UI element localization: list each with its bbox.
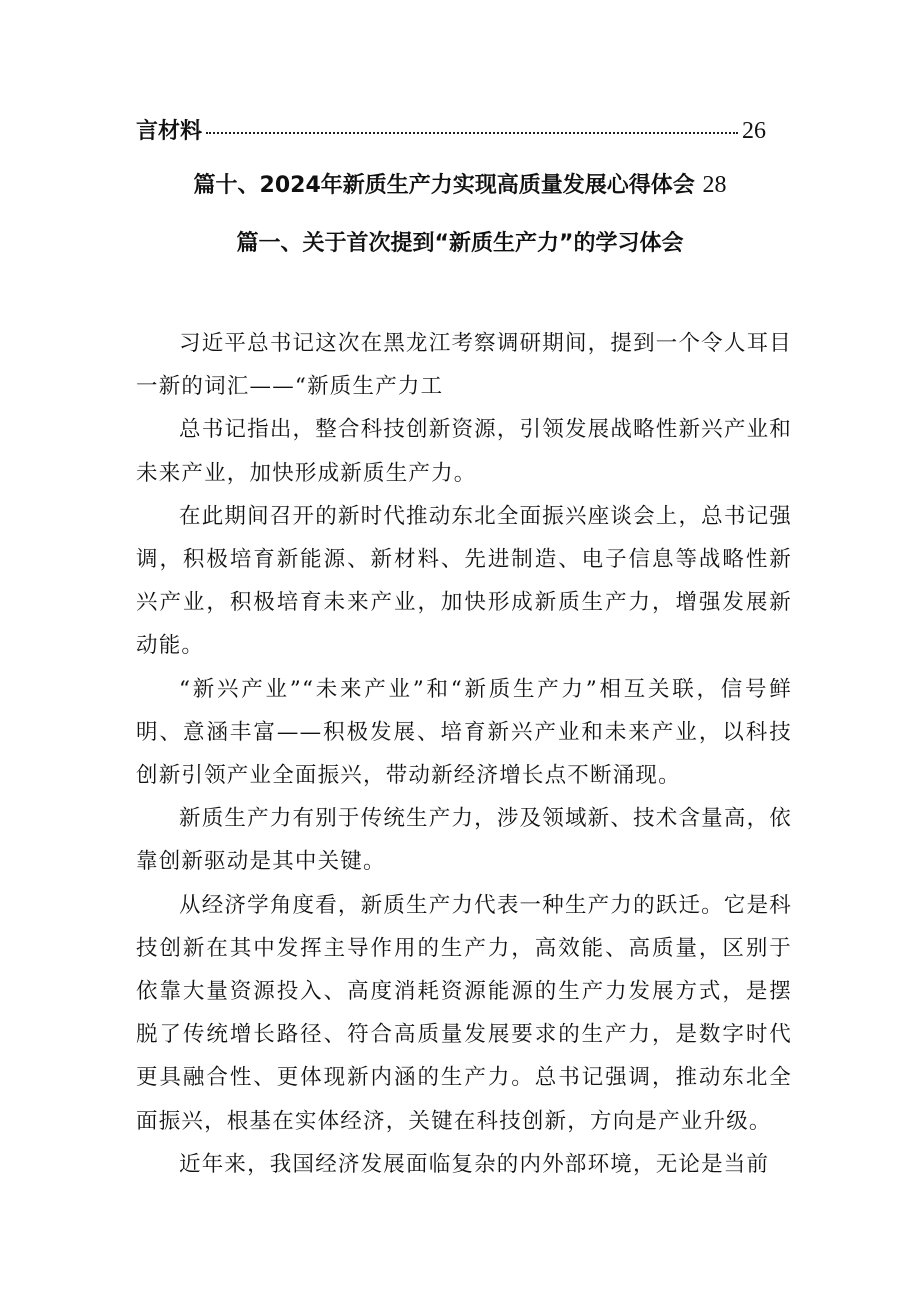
paragraph: 近年来，我国经济发展面临复杂的内外部环境，无论是当前	[179, 1151, 770, 1177]
toc-page-number: 28	[702, 172, 727, 198]
section-title: 篇一、关于首次提到“新质生产力”的学习体会	[236, 231, 684, 256]
toc-page-number: 26	[742, 118, 766, 144]
toc-leader-dots	[206, 132, 738, 134]
paragraph: 在此期间召开的新时代推动东北全面振兴座谈会上，总书记强调，积极培育新能源、新材料、先进制造、电子信息等战略性新兴产业，积极培育未来产业，加快形成新质生产力，增强发展新动能。	[136, 503, 792, 659]
toc-entry-chapter-ten[interactable]	[0, 168, 920, 199]
paragraph: 习近平总书记这次在黑龙江考察调研期间，提到一个令人耳目一新的词汇——“新质生产力工	[136, 331, 792, 400]
paragraph: “新兴产业”“未来产业”和“新质生产力”相互关联，信号鲜明、意涵丰富——积极发展、培育新兴产业和未来产业，以科技创新引领产业全面振兴，带动新经济增长点不断涌现。	[136, 676, 792, 789]
toc-entry-materials[interactable]	[136, 114, 766, 148]
toc-entry-text: 篇十、2024年新质生产力实现高质量发展心得体会	[193, 173, 695, 198]
toc-entry-label: 言材料	[136, 119, 203, 144]
paragraph: 新质生产力有别于传统生产力，涉及领域新、技术含量高，依靠创新驱动是其中关键。	[136, 806, 792, 875]
paragraph: 从经济学角度看，新质生产力代表一种生产力的跃迁。它是科技创新在其中发挥主导作用的生产力，高效能、高质量，区别于依靠大量资源投入、高度消耗资源能源的生产力发展方式，是摆脱了传统增长路径、符合高质量发展要求的生产力，是数字时代更具融合性、更体现新内涵的生产力。总书记强调，推动东北全面振兴，根基在实体经济，关键在科技创新，方向是产业升级。	[136, 892, 792, 1134]
paragraph: 总书记指出，整合科技创新资源，引领发展战略性新兴产业和未来产业，加快形成新质生产力。	[136, 417, 792, 486]
body-text	[136, 322, 792, 1186]
